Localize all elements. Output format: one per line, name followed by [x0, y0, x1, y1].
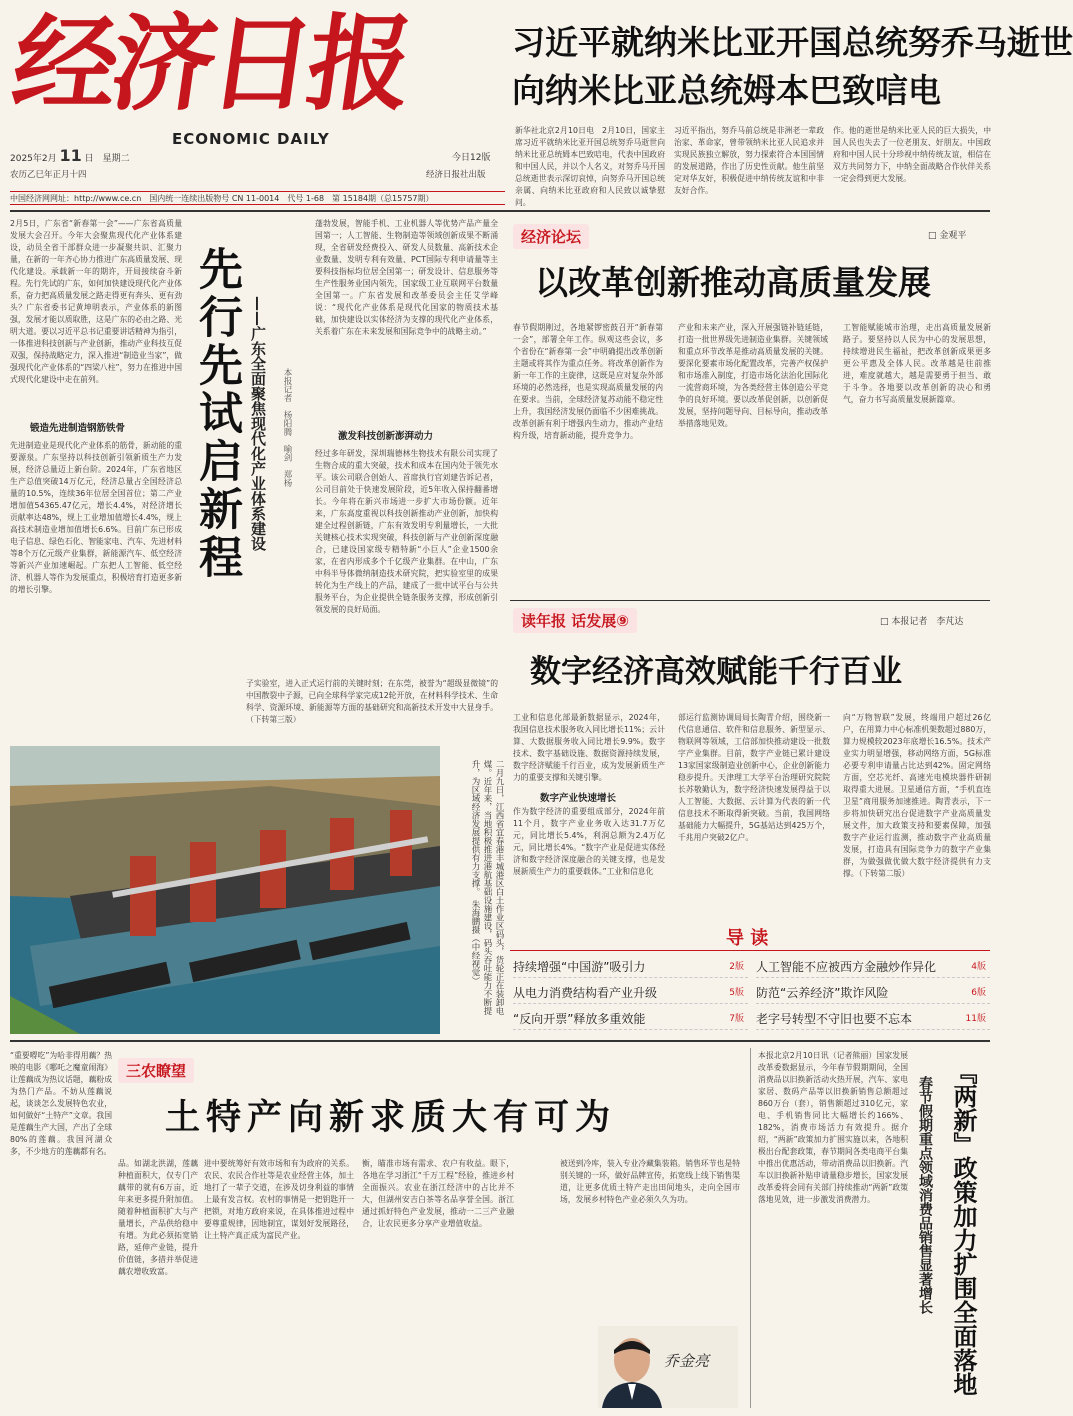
top-story-col2: 习近平指出，努乔马前总统是非洲老一辈政治家、革命家，曾带领纳米比亚人民追求并实现民族独立解放，努力探索符合本国国情的发展道路，作出了历史性贡献。他生前坚定对华友好，积极促进中纳传统友谊和中非友好合作。 [674, 126, 824, 195]
read-paper-col1-top: 工业和信息化部最新数据显示，2024年，我国信息技术服务收入同比增长11%；云计算、大数据服务收入同比增长9.9%。数字技术、数字基础设施、数据资源持续发展，数字经济赋能千行百业，成为发展新质生产力的重要支撑和关键引擎。 [513, 713, 665, 782]
top-story-col3: 作。他的逝世是纳米比亚人民的巨大损失，中国人民也失去了一位老朋友、好朋友。中国政府和中国人民十分珍视中纳传统友谊，相信在双方共同努力下，中纳全面战略合作伙伴关系一定会得到更大发展。 [833, 126, 991, 183]
sannong-col3: 衡，瞄准市场有需求、农户有收益。眼下，各地在学习浙江“千万工程”经验，推进乡村全面振兴。农业在浙江经济中的占比并不大，但湖州安吉白茶等名品享誉全国。浙江通过抓好特色产业发展，推动一二三产业融合，让农民更多分享产业增值收益。 [362, 1159, 514, 1228]
sannong-col1: 品。如湖北洪湖，莲藕种植面积大，仅专门产藕带的就有6万亩，近年来更多提升附加值。随着种植面积扩大与产量增长，产品供给稳中有增。为此必须拓宽销路，延伸产业链，提升价值链，多措并举促进藕农增收致富。 [118, 1159, 198, 1276]
read-paper-author: □ 本报记者 李芃达 [880, 617, 964, 627]
lead-subhead-1: 锻造先进制造钢筋铁骨 [30, 423, 126, 434]
guide-item-5[interactable] [513, 1008, 748, 1030]
guide-item-page: 2版 [729, 962, 744, 972]
lead-subhead-2: 激发科技创新澎湃动力 [338, 431, 434, 442]
guide-item-2[interactable] [756, 956, 990, 978]
guide-title: 导 读 [726, 928, 769, 949]
sannong-title: 土特产向新求质大有可为 [165, 1098, 617, 1138]
lead-reporters: 本报记者 杨阳腾 喻剑 郑杨 [282, 368, 292, 487]
photo-caption: 二月九日，江西省宜春港丰城港区白土作业区码头，货轮正在装卸电煤。近年来，当地积极推进港航基础设施建设，码头吞吐能力不断提升，为区域经济发展提供有力支撑。 朱海鹏摄（中经视觉） [470, 760, 504, 1015]
guide-item-label: 人工智能不应被西方金融炒作异化 [756, 960, 937, 974]
sannong-col2: 进中要统筹好有效市场和有为政府的关系。农民、农民合作社等是农业经营主体，加土地打了一辈子交道，在涉及切身利益的事情上最有发言权。农村的事情是一把钥匙开一把锁，对地方政府来说，在具体推进过程中要尊重规律，因地制宜，谋划好发展路径，让土特产真正成为富民产业。 [204, 1159, 354, 1240]
forum-tag: 经济论坛 [513, 224, 589, 249]
port-photo-image [10, 746, 440, 1034]
forum-col1: 春节假期刚过，各地紧锣密鼓召开“新春第一会”，部署全年工作。纵观这些会议，多个省份在“新春第一会”中明确提出改革创新主题或将其作为重点任务。将改革创新作为新一年工作的主旋律，这既是应对复杂外部环境的必然选择，也是实现高质量发展的内在要求。当前，全球经济复苏动能不稳定性上升，我国经济发展仍面临不少困难挑战。改革创新有利于增强内生动力，推动产业结构升级，培育新动能，提升竞争力。 [513, 323, 663, 440]
right-story-body: 本报北京2月10日讯（记者熊丽）国家发展改革委数据显示，今年春节假期期间，全国消费品以旧换新活动火热开展，汽车、家电家居、数码产品等以旧换新销售总额超过860万台（套），销售额超过310亿元，家电、手机销售同比大幅增长约166%、182%，消费市场活力有效提升。据介绍，“两新”政策加力扩围实施以来，各地积极出台配套政策，春节期间各类电商平台集中推出优惠活动，带动消费品以旧换新。汽车以旧换新补贴申请量稳步增长，国家发展改革委将会同有关部门持续推动“两新”政策落地见效，进一步激发消费潜力。 [758, 1051, 908, 1204]
guide-item-3[interactable] [513, 982, 748, 1004]
guide-item-page: 4版 [971, 962, 986, 972]
guide-item-6[interactable] [756, 1008, 990, 1030]
top-story-title-1: 习近平就纳米比亚开国总统努乔马逝世 [512, 23, 1073, 62]
read-paper-title: 数字经济高效赋能千行百业 [530, 654, 902, 690]
read-paper-col3: 向“万物智联”发展，终端用户超过26亿户，在用算力中心标准机架数超过880万，算力规模较2023年底增长16.5%。技术产业实力明显增强，移动网络方面，5G标准必要专利申请量占比达到42%。固定网络方面，空芯光纤、高速光电模块器件研制取得重大进展。卫星通信方面，“手机直连卫星”商用服务加速推进。陶青表示，下一步将加快研究出台促进数字产业高质量发展文件，加大政策支持和要素保障，加强数字产业运行监测，推动数字产业高质量发展，打造具有国际竞争力的数字产业集群，为做强做优做大数字经济提供有力支撑。（下转第二版） [843, 713, 991, 878]
right-story-vertical-title: 『两新』政策加力扩围全面落地 [949, 1060, 977, 1396]
guide-item-1[interactable] [513, 956, 748, 978]
guide-item-4[interactable] [756, 982, 990, 1004]
lead-col1-bottom: 先进制造业是现代化产业体系的筋骨，新动能的重要源泉。广东坚持以科技创新引领新质生产力发展，经济总量迈上新台阶。2024年，广东省地区生产总值突破14万亿元，经济总量占全国经济总量的10.5%，连续36年位居全国首位；第二产业增加值54365.47亿元，增长4.4%，对经济增长贡献率达48%，规上工业增加值增长4.4%，规上高技术制造业增加值增长6.6%。目前广东已形成电子信息、绿色石化、智能家电、汽车、先进材料等8个万亿元级产业集群，新能源汽车、低空经济等新兴产业加速崛起。广东把人工智能、低空经济、机器人等作为发展重点，积极培育打造更多新的增长引擎。 [10, 441, 182, 594]
masthead-lunar: 农历乙巳年正月十四 [10, 170, 87, 180]
lead-vertical-title: 先行先试启新程 [191, 246, 242, 582]
guide-item-page: 5版 [729, 988, 744, 998]
masthead-pages: 今日12版 [452, 153, 491, 163]
read-paper-col1-bottom: 作为数字经济的重要组成部分，2024年前11个月，数字产业业务收入达31.7万亿元，同比增长5.4%，利润总额为2.4万亿元，同比增长4%。“数字产业是促进实体经济和数字经济深度融合的关键支撑，也是发展新质生产力的重要载体。”工业和信息化 [513, 807, 665, 876]
masthead-title: 经济日报 [5, 2, 415, 125]
lead-col2-bottom: 经过多年研发，深圳瑞德林生物技术有限公司实现了生物合成的重大突破，技术和成本在国内处于领先水平。该公司联合创始人、首席执行官刘建告诉记者，公司目前处于快速发展阶段，近5年收入保持翻番增长。今年将在新兴市场进一步扩大市场份额。近年来，广东高度重视以科技创新推动产业创新，加快构建全过程创新链，广东有效发明专利量增长，一大批关键核心技术实现突破，科技创新与产业创新深度融合，已建设国家级专精特新“小巨人”企业1500余家，在省内形成多个千亿级产业集群。在中山，广东中科半导体微纳制造技术研究院，把实验室里的成果转化为生产线上的产品，建成了一批中试平台与公共服务平台，为企业提供全链条服务支撑，形成创新引领发展的良好局面。 [315, 449, 498, 614]
masthead-publisher: 经济日报社出版 [426, 170, 486, 180]
top-story-col1: 新华社北京2月10日电 2月10日，国家主席习近平就纳米比亚开国总统努乔马逝世向纳米比亚总统姆本巴致唁电，代表中国政府和中国人民，并以个人名义，对努乔马开国总统逝世表示深切哀悼，向努乔马开国总统亲属、向纳米比亚政府和人民致以诚挚慰问。 [515, 126, 665, 207]
masthead-date [10, 146, 130, 165]
forum-col2: 产业和未来产业，深入开展强链补链延链，打造一批世界级先进制造业集群。关键领域和重点环节改革是推动高质量发展的关键。要深化要素市场化配置改革，完善产权保护和市场准入制度，打造市场化法治化国际化一流营商环境，为各类经营主体创造公平竞争的良好环境。要以改革促创新，以创新促发展，坚持问题导向、目标导向，推动改革举措落地见效。 [678, 323, 828, 428]
sannong-tag: 三农瞭望 [118, 1058, 194, 1083]
date-suffix: 日 星期二 [84, 154, 130, 164]
forum-author: □ 金观平 [928, 231, 967, 241]
guide-item-page: 7版 [729, 1014, 744, 1024]
masthead-english: ECONOMIC DAILY [172, 130, 330, 148]
guide-item-page: 11版 [965, 1014, 986, 1024]
read-paper-col2: 部运行监测协调局局长陶青介绍，围绕新一代信息通信、软件和信息服务、新型显示、物联网等领域，工信部加快推动建设一批数字产业集群。目前，数字产业链已累计建设13家国家级制造业创新中心，企业创新能力稳步提升。天津理工大学平台治理研究院院长苏敬勤认为，数字经济快速发展得益于以人工智能、大数据、云计算为代表的新一代信息技术不断取得新突破。当前，我国网络基础能力大幅提升，5G基站达到425万个，千兆用户突破2亿户。 [678, 713, 830, 842]
info-bar: 中国经济网网址：http://www.ce.cn 国内统一连续出版物号 CN 11-0014 代号 1-68 第 15184期（总15757期） [10, 191, 505, 205]
author-signature: 乔金亮 [664, 1352, 710, 1370]
lead-col2-end: 子实验室，进入正式运行前的关键时刻；在东莞，被誉为“超级显微镜”的中国散裂中子源，已向全球科学家完成12轮开放，在材料科学技术、生命科学、资源环境、新能源等方面的基础研究和高新技术开发中大显身手。（下转第三版） [246, 679, 498, 724]
guide-item-label: “反向开票”释放多重效能 [513, 1012, 646, 1026]
date-prefix: 2025年2月 [10, 154, 57, 164]
lead-vertical-subtitle: ——广东全面聚焦现代化产业体系建设 [249, 296, 267, 551]
guide-item-page: 6版 [971, 988, 986, 998]
read-paper-subhead: 数字产业快速增长 [540, 793, 617, 804]
lead-col1-top: 2月5日，广东省“新春第一会”——广东省高质量发展大会召开。今年大会聚焦现代化产业体系建设，动员全省干部群众进一步凝聚共识、汇聚力量，在新的一年齐心协力推进广东高质量发展、现代化建设。承载新一年的期许，开局接续奋斗新程。先行先试的广东，如何加快建设现代化产业体系，奋力把高质量发展之路走得更有奔头、更有劲头？广东省委书记黄坤明表示，产业体系的新图强，发展才能以质取胜，这是广东的必由之路、光明大道。要以习近平总书记重要讲话精神为指引，一体推进科技创新与产业创新，推动产业科技互促双强，保持战略定力，深入推进“制造业当家”，做强现代化产业体系的“四梁八柱”，努力在推进中国式现代化建设中走在前列。 [10, 219, 182, 384]
guide-item-label: 持续增强“中国游”吸引力 [513, 960, 646, 974]
sannong-col4: 被送到冷库，装入专业冷藏集装箱。销售环节也是特别关键的一环，做好品牌宣传，拓宽线上线下销售渠道，让更多优质土特产走出田间地头，走向全国市场，发展乡村特色产业必须久久为功。 [560, 1159, 740, 1204]
port-photo [10, 746, 440, 1034]
forum-col3: 工智能赋能城市治理，走出高质量发展新路子。要坚持以人民为中心的发展思想，持续增进民生福祉，把改革创新成果更多更公平惠及全体人民。改革越是往前推进，难度就越大，越是需要勇于担当、敢于斗争。各地要以改革创新的决心和勇气，奋力书写高质量发展新篇章。 [843, 323, 991, 404]
right-story-vertical-subtitle: 春节假期重点领域消费品销售显著增长 [917, 1076, 933, 1314]
top-story-title-2: 向纳米比亚总统姆本巴致唁电 [512, 71, 941, 110]
sannong-intro: “重要嘚吃”为哈非得用藕？热映的电影《哪吒之魔童闹海》让莲藕成为热议话题，藕粉成为热门产品。不妨从莲藕说起，谈谈怎么发展特色农业，如何做好“土特产”文章。我国是莲藕生产大国，产出了全球80%的莲藕。我国河湖众多，不少地方的莲藕都有名。 [10, 1051, 112, 1156]
date-day: 11 [59, 146, 82, 165]
lead-col2-top: 蓬勃发展，智能手机、工业机器人等优势产品产量全国第一；人工智能、生物制造等领域创新成果不断涌现，全省研发经费投入、研发人员数量、高新技术企业数量、发明专利有效量、PCT国际专利申请量等主要科技指标均位居全国第一；研发设计、信息服务等生产性服务业国内领先，国家级工业互联网平台数量全国第一。广东省发展和改革委员会主任艾学峰说：“现代化产业体系是现代化国家的物质技术基础，加快建设以实体经济为支撑的现代化产业体系，关系着广东在未来发展和国际竞争中的战略主动。” [315, 219, 498, 336]
guide-item-label: 从电力消费结构看产业升级 [513, 986, 658, 1000]
forum-title: 以改革创新推动高质量发展 [535, 263, 931, 302]
guide-item-label: 防范“云养经济”欺诈风险 [756, 986, 889, 1000]
guide-item-label: 老字号转型不守旧也要不忘本 [756, 1012, 913, 1026]
read-paper-tag: 读年报 话发展⑨ [513, 608, 637, 633]
